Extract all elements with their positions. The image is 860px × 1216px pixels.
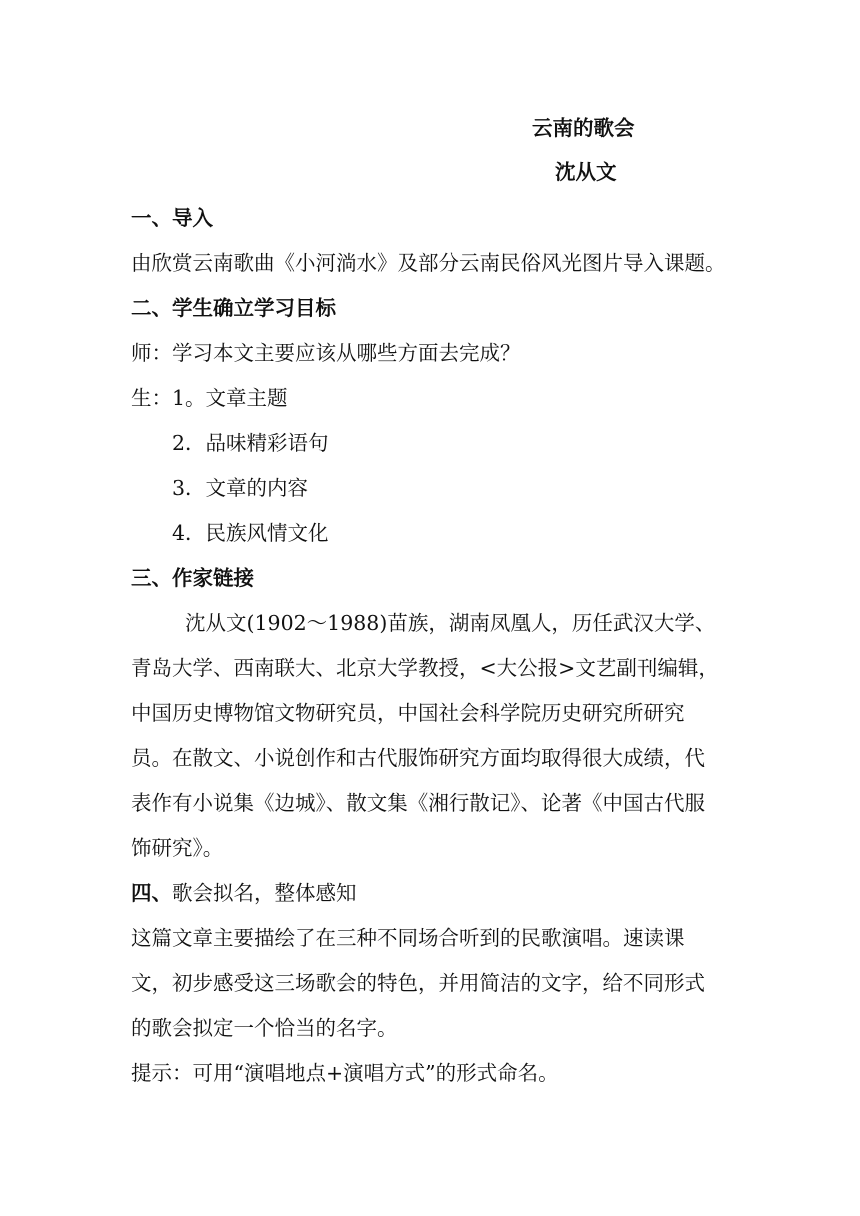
author-bio-line: 沈从文(1902～1988)苗族，湖南凤凰人，历任武汉大学、 [185,611,716,635]
student-answer-2: 2．品味精彩语句 [172,431,329,455]
author-bio-line: 员。在散文、小说创作和古代服饰研究方面均取得很大成绩，代 [131,746,705,770]
section-heading-intro: 一、导入 [131,206,213,230]
naming-text-line: 这篇文章主要描绘了在三种不同场合听到的民歌演唱。速读课 [131,926,685,950]
student-answer-1: 生：1。文章主题 [131,386,288,410]
author-bio-line: 饰研究》。 [131,836,224,860]
author-bio-line: 中国历史博物馆文物研究员，中国社会科学院历史研究所研究 [131,701,685,725]
hint-text: 提示：可用“演唱地点+演唱方式”的形式命名。 [131,1061,559,1085]
section-heading-naming [131,878,357,908]
document-author: 沈从文 [555,160,617,184]
teacher-question: 师：学习本文主要应该从哪些方面去完成？ [131,341,521,365]
document-title: 云南的歌会 [532,116,635,140]
section-heading-goals: 二、学生确立学习目标 [131,296,336,320]
student-answer-4: 4．民族风情文化 [172,521,329,545]
naming-text-line: 文，初步感受这三场歌会的特色，并用简洁的文字，给不同形式 [131,971,705,995]
section-heading-number: 四、 [131,881,172,905]
section-heading-author: 三、作家链接 [131,566,254,590]
author-bio-line: 表作有小说集《边城》、散文集《湘行散记》、论著《中国古代服 [131,791,705,815]
intro-text: 由欣赏云南歌曲《小河淌水》及部分云南民俗风光图片导入课题。 [131,251,726,275]
naming-text-line: 的歌会拟定一个恰当的名字。 [131,1016,398,1040]
section-heading-text: 歌会拟名，整体感知 [172,881,357,905]
author-bio-line: 青岛大学、西南联大、北京大学教授，<大公报>文艺副刊编辑， [131,656,719,680]
student-answer-3: 3．文章的内容 [172,476,309,500]
